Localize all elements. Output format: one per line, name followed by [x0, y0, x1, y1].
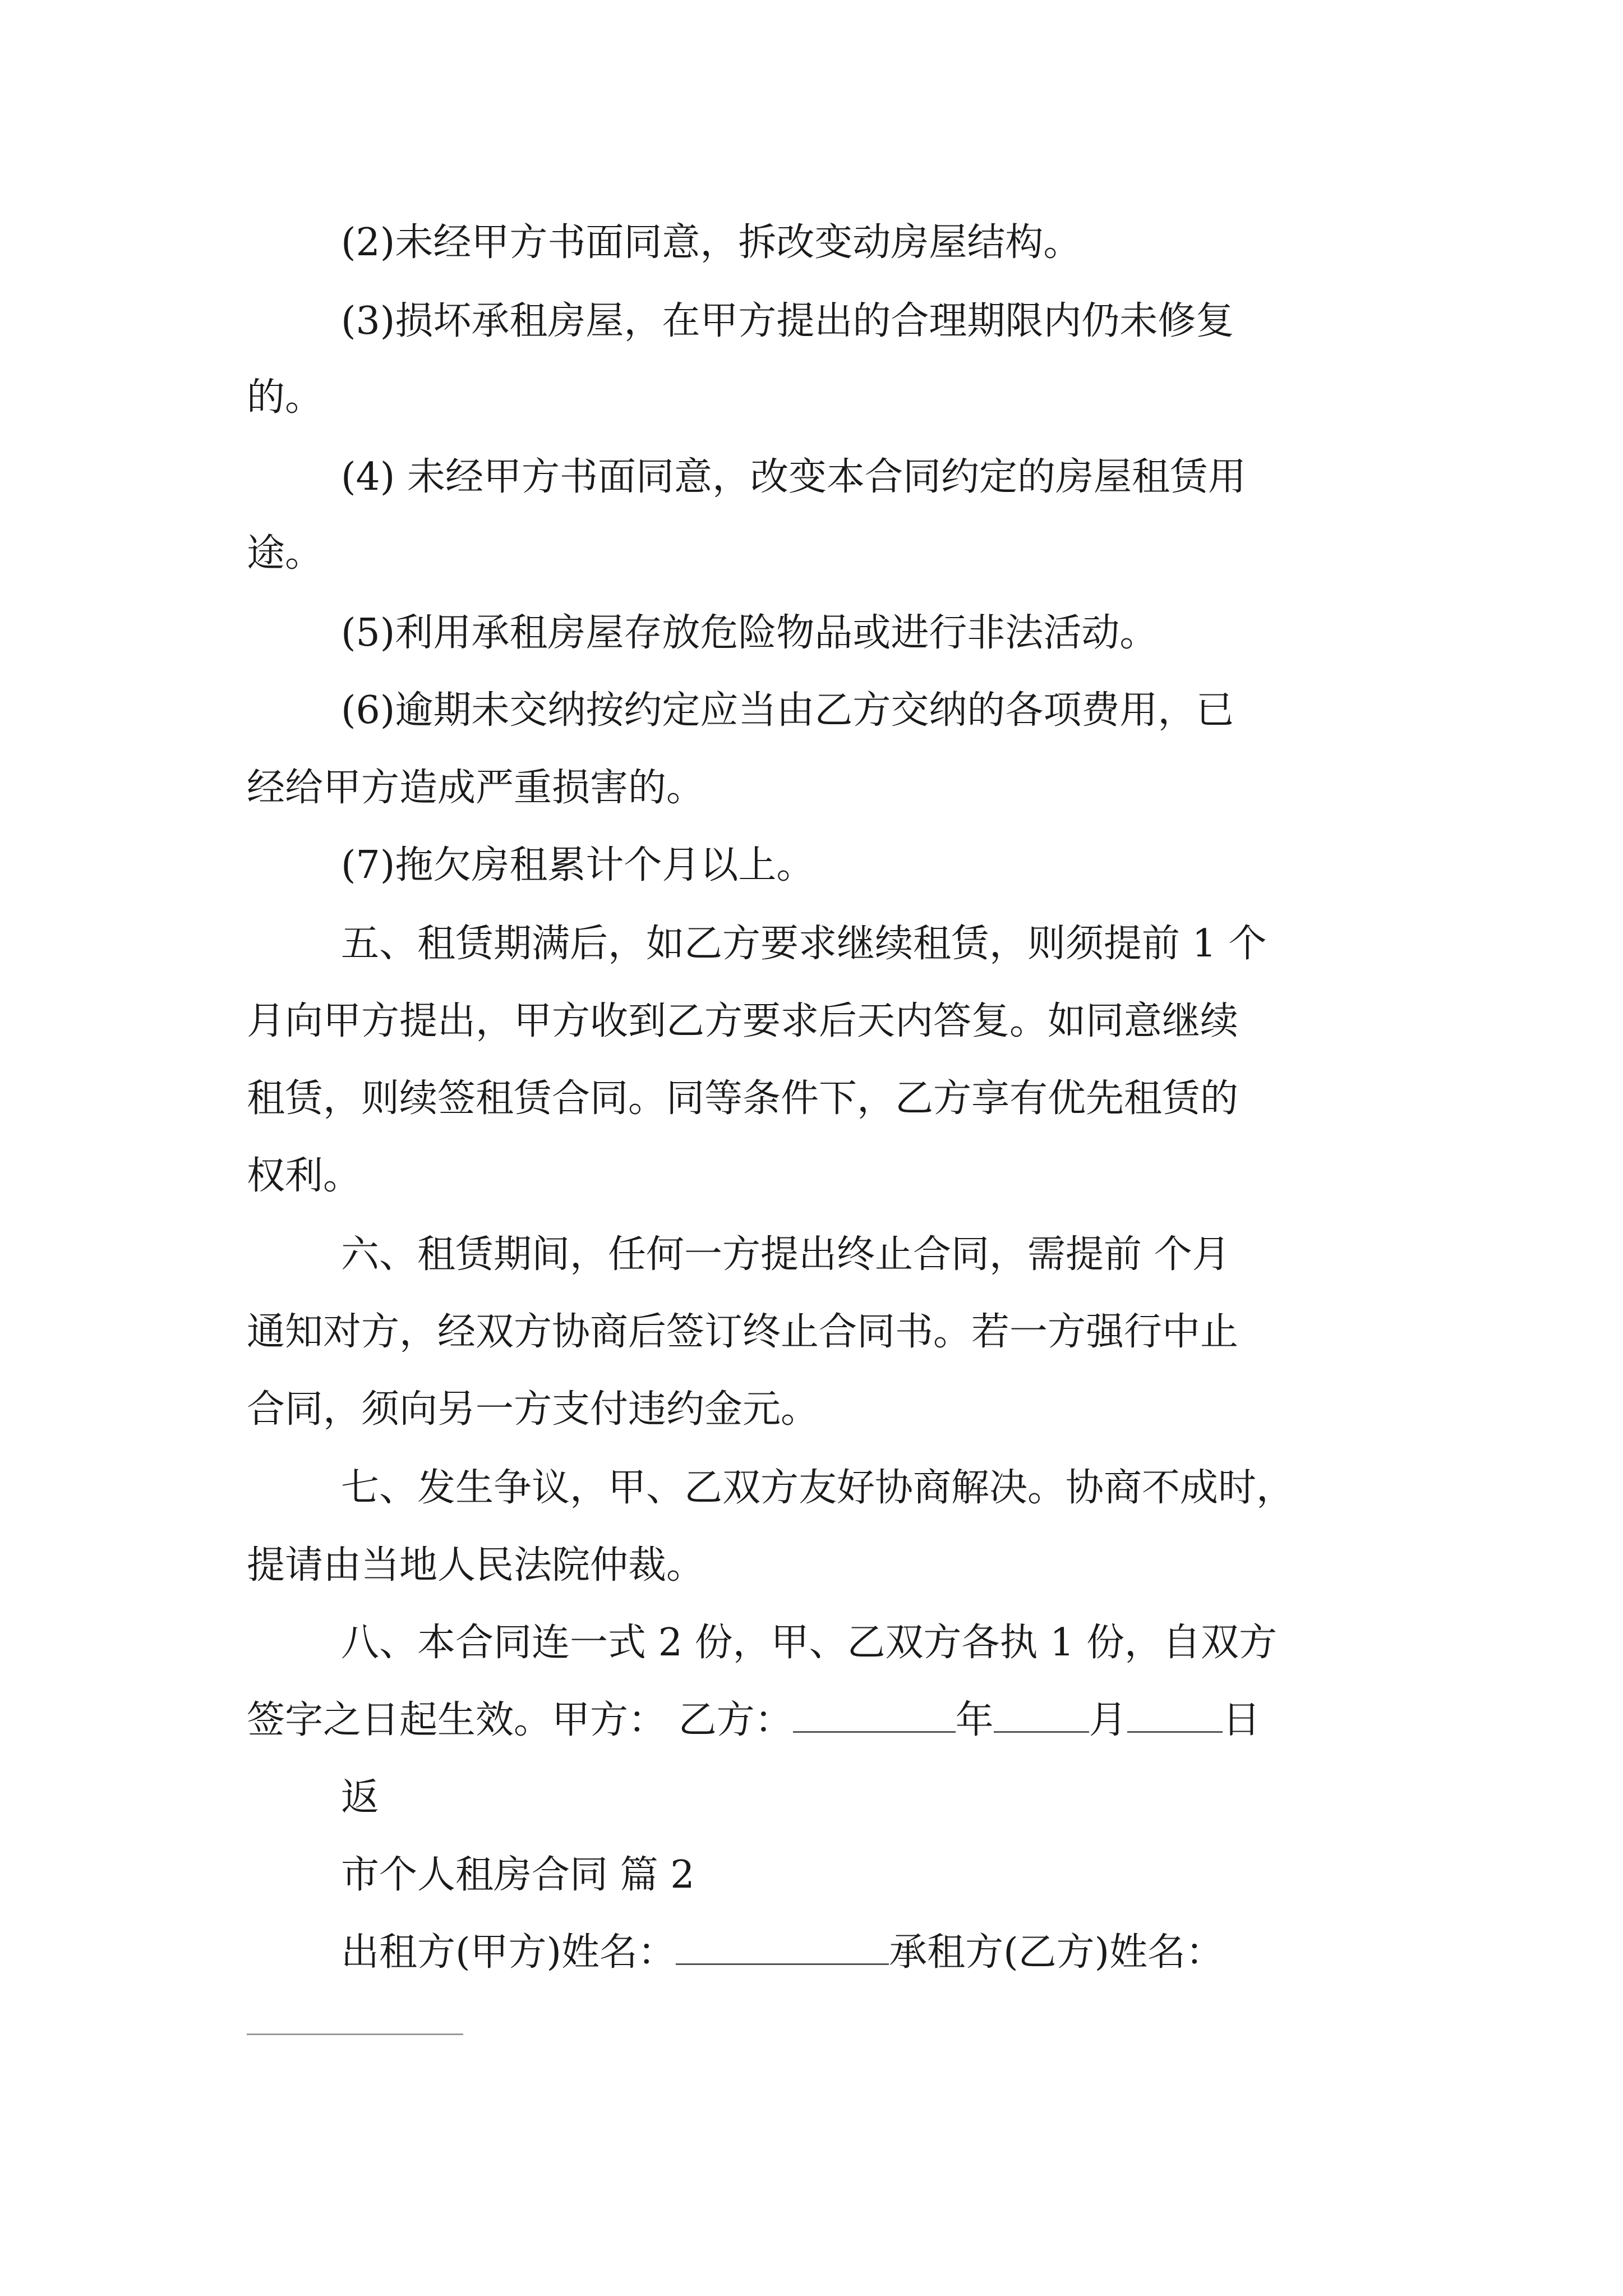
blank-field [676, 1930, 889, 1965]
signature-prefix: 签字之日起生效。甲方： 乙方： [247, 1698, 793, 1742]
clause-line: 七、发生争议，甲、乙双方友好协商解决。协商不成时， [341, 1466, 1295, 1510]
clause-line: 的。 [247, 375, 324, 420]
clause-line: 途。 [247, 531, 324, 576]
blank-field [247, 2033, 463, 2035]
year-label: 年 [955, 1698, 994, 1742]
section-heading: 市个人租房合同 篇 2 [341, 1853, 695, 1897]
lessor-label: 出租方(甲方)姓名： [341, 1930, 676, 1975]
clause-line: (5)利用承租房屋存放危险物品或进行非法活动。 [341, 611, 1158, 655]
clause-line: 月向甲方提出，甲方收到乙方要求后天内答复。如同意继续 [247, 999, 1239, 1043]
clause-line: (4) 未经甲方书面同意，改变本合同约定的房屋租赁用 [341, 455, 1246, 499]
clause-line: 返 [341, 1775, 380, 1820]
clause-line: 权利。 [247, 1154, 362, 1198]
lessee-label: 承租方(乙方)姓名： [889, 1930, 1224, 1975]
party-line [341, 1927, 1224, 1978]
clause-line: 五、租赁期满后，如乙方要求继续租赁，则须提前 1 个 [341, 922, 1267, 966]
clause-line: 租赁，则续签租赁合同。同等条件下，乙方享有优先租赁的 [247, 1076, 1239, 1121]
blank-field [1127, 1697, 1223, 1733]
blank-field [793, 1697, 956, 1733]
clause-line: 合同，须向另一方支付违约金元。 [247, 1387, 819, 1432]
clause-line: 六、租赁期间，任何一方提出终止合同，需提前 个月 [341, 1232, 1230, 1277]
clause-line: (3)损坏承租房屋，在甲方提出的合理期限内仍未修复 [341, 299, 1234, 343]
clause-line: 八、本合同连一式 2 份，甲、乙双方各执 1 份，自双方 [341, 1621, 1277, 1665]
clause-line: 通知对方，经双方协商后签订终止合同书。若一方强行中止 [247, 1310, 1239, 1354]
signature-line [247, 1695, 1261, 1746]
clause-line: (6)逾期未交纳按约定应当由乙方交纳的各项费用，已 [341, 688, 1234, 733]
month-label: 月 [1089, 1698, 1127, 1742]
day-label: 日 [1222, 1698, 1261, 1742]
clause-line: (7)拖欠房租累计个月以上。 [341, 843, 815, 887]
clause-line: 提请由当地人民法院仲裁。 [247, 1543, 705, 1588]
clause-line: 经给甲方造成严重损害的。 [247, 766, 705, 810]
clause-line: (2)未经甲方书面同意，拆改变动房屋结构。 [341, 220, 1082, 265]
blank-field [994, 1697, 1089, 1733]
